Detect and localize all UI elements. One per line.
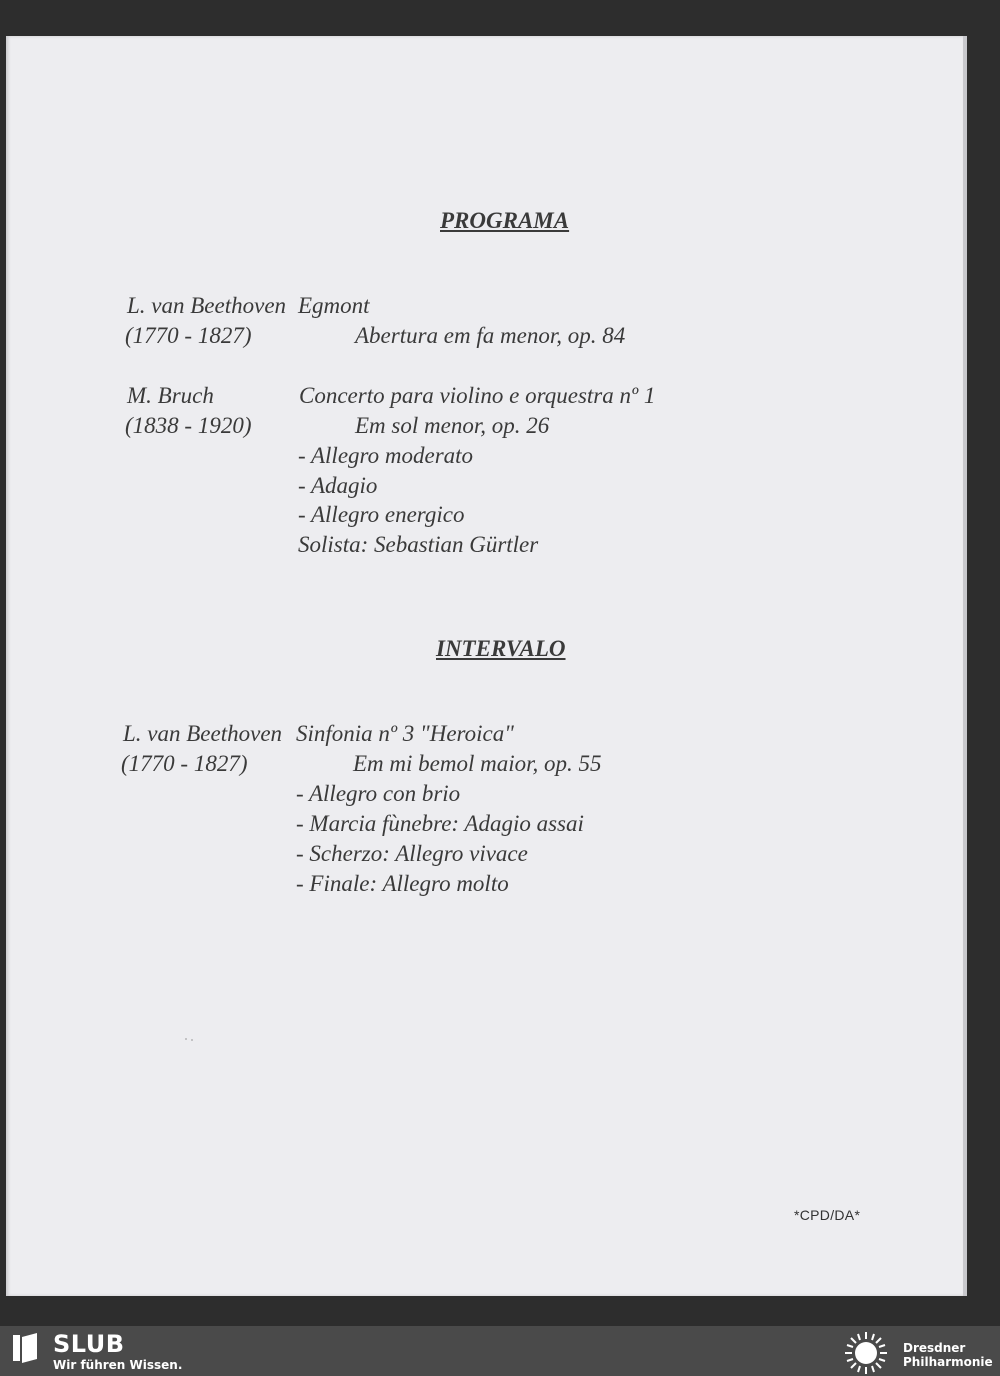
piece3-title: Sinfonia nº 3 "Heroica" [296,721,514,746]
partner-line1: Dresdner [903,1341,966,1355]
archive-code: *CPD/DA* [794,1207,861,1223]
piece3-movement: - Marcia fùnebre: Adagio assai [296,811,584,836]
piece2-subtitle: Em sol menor, op. 26 [355,413,550,438]
piece3-composer: L. van Beethoven [123,721,283,746]
piece2-dates: (1838 - 1920) [125,413,252,438]
slub-logo-icon [13,1333,39,1363]
piece1-subtitle: Abertura em fa menor, op. 84 [355,323,626,348]
heading-programa: PROGRAMA [440,208,570,233]
slub-tagline: Wir führen Wissen. [53,1358,183,1372]
piece3-dates: (1770 - 1827) [121,751,248,776]
heading-intervalo: INTERVALO [436,636,566,661]
piece1-dates: (1770 - 1827) [125,323,252,348]
piece1-title: Egmont [298,293,370,318]
piece2-composer: M. Bruch [127,383,214,408]
paper-speck [191,1039,193,1041]
dresdner-philharmonie-logo-icon [843,1330,889,1376]
piece3-movement: - Finale: Allegro molto [296,871,509,896]
page-edge [963,36,967,1296]
piece2-title: Concerto para violino e orquestra nº 1 [299,383,656,408]
piece2-soloist: Solista: Sebastian Gürtler [298,532,539,557]
piece2-movement: - Allegro moderato [298,443,474,468]
paper-speck [185,1038,187,1040]
piece2-movement: - Adagio [298,473,378,498]
piece1-composer: L. van Beethoven [127,293,287,318]
piece2-movement: - Allegro energico [298,502,465,527]
piece3-movement: - Scherzo: Allegro vivace [296,841,528,866]
piece3-movement: - Allegro con brio [296,781,461,806]
slub-logo-text: SLUB [53,1330,125,1358]
partner-line2: Philharmonie [903,1355,993,1369]
piece3-subtitle: Em mi bemol maior, op. 55 [353,751,602,776]
dresdner-philharmonie-name [903,1341,993,1369]
